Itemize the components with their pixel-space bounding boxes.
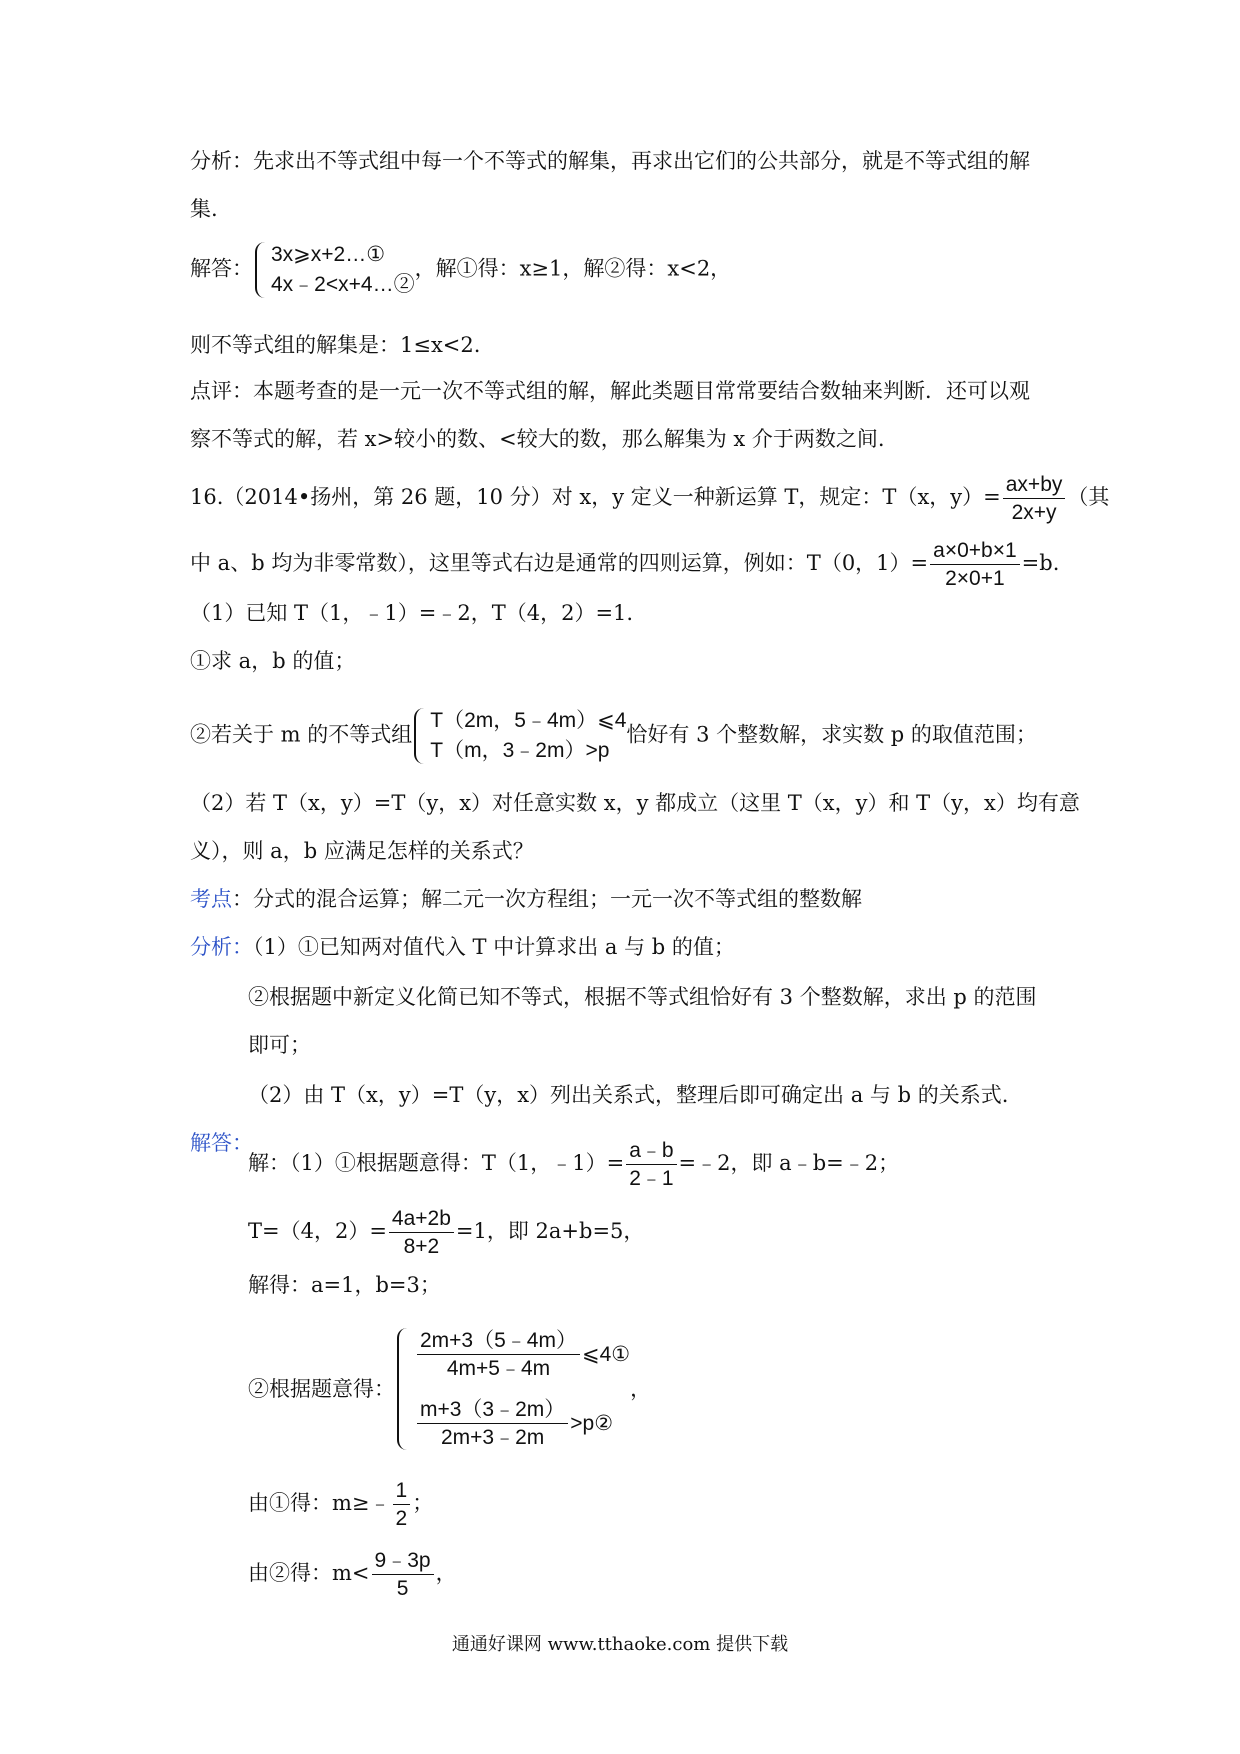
q1b-text-b: 恰好有 3 个整数解，求实数 p 的取值范围； xyxy=(626,722,1037,747)
solution-step-1 xyxy=(248,1140,899,1189)
analysis-line-2: 集. xyxy=(190,197,218,221)
q16-text-d: =b. xyxy=(1021,551,1060,575)
analysis-line-1: 分析：先求出不等式组中每一个不等式的解集，再求出它们的公共部分，就是不等式组的解 xyxy=(190,149,1030,173)
fraction-denominator: 2 xyxy=(395,1507,408,1530)
system-row-2: T（m，3﹣2m）>p xyxy=(430,739,610,762)
step6-text-a: 由②得：m< xyxy=(248,1561,370,1585)
fraction-numerator: ax+by xyxy=(1003,474,1066,499)
jieda-label: 解答： xyxy=(190,1131,253,1155)
sub-question-2-line-1: （2）若 T（x，y）=T（y，x）对任意实数 x，y 都成立（这里 T（x，y）和 T（y，x）均有意 xyxy=(190,791,1080,815)
fraction-numerator: a﹣b xyxy=(626,1140,676,1165)
step6-text-b: ， xyxy=(435,1561,457,1585)
q16-text-a: 16.（2014•扬州，第 26 题，10 分）对 x，y 定义一种新运算 T，规定：T（x，y）= xyxy=(190,485,1001,509)
question-16-line-2 xyxy=(190,540,1059,589)
inequality-system-m xyxy=(412,706,626,766)
q16-text-b: （其 xyxy=(1067,485,1110,509)
row1-fraction: $\frac{2m+3(5﹣4m)}{4m+5﹣4m}$ xyxy=(417,1330,580,1379)
example-fraction xyxy=(930,540,1020,589)
step1-text-a: 解：（1）①根据题意得：T（1，﹣1）= xyxy=(248,1151,625,1175)
step2-fraction xyxy=(389,1208,454,1257)
step4-tail: ， xyxy=(630,1377,652,1401)
fraction-denominator: 5 xyxy=(396,1577,409,1600)
solution-step-5 xyxy=(248,1480,433,1529)
inequality-system xyxy=(253,240,415,300)
sub-question-1: （1）已知 T（1，﹣1）=﹣2，T（4，2）=1. xyxy=(190,601,634,625)
fraction-denominator: 2x+y xyxy=(1011,501,1057,524)
sub-question-1b xyxy=(190,706,1037,766)
kaodian-label: 考点 xyxy=(190,887,232,911)
fenxi-line-2: ②根据题中新定义化简已知不等式，根据不等式组恰好有 3 个整数解，求出 p 的范围 xyxy=(248,985,1037,1009)
definition-fraction xyxy=(1003,474,1066,523)
fraction-denominator: 2×0+1 xyxy=(945,567,1005,590)
q1b-text-a: ②若关于 m 的不等式组 xyxy=(190,722,413,747)
step2-text-b: =1，即 2a+b=5， xyxy=(455,1219,645,1243)
answer-line xyxy=(190,240,731,300)
system-row-2: $\frac{m+3(3﹣2m)}{2m+3﹣2m}$ >p② xyxy=(415,1393,630,1452)
comment-line-2: 察不等式的解，若 x>较小的数、<较大的数，那么解集为 x 介于两数之间. xyxy=(190,427,885,451)
sub-question-1a: ①求 a，b 的值； xyxy=(190,649,356,673)
solution-step-3: 解得：a=1，b=3； xyxy=(248,1273,441,1297)
step1-fraction xyxy=(626,1140,676,1189)
solution-step-2 xyxy=(248,1208,644,1257)
system-row-1: 3x⩾x+2…① xyxy=(271,243,386,266)
question-16-line-1 xyxy=(190,474,1109,523)
row2-fraction: $\frac{m+3(3﹣2m)}{2m+3﹣2m}$ xyxy=(417,1399,568,1448)
fraction-numerator: a×0+b×1 xyxy=(930,540,1020,565)
fraction-numerator: 9﹣3p xyxy=(372,1550,434,1575)
system-row-1: $\frac{2m+3(5﹣4m)}{4m+5﹣4m}$ ⩽4① xyxy=(415,1326,630,1393)
step1-text-b: =﹣2，即 a﹣b=﹣2； xyxy=(678,1151,900,1175)
fenxi-line-3: 即可； xyxy=(248,1033,311,1057)
system-row-2: 4x﹣2<x+4…② xyxy=(271,273,415,296)
step2-text-a: T=（4，2）= xyxy=(248,1219,387,1243)
fraction-numerator: 4a+2b xyxy=(389,1208,454,1233)
step4-text-a: ②根据题意得： xyxy=(248,1377,395,1401)
fraction-denominator: 8+2 xyxy=(403,1235,440,1258)
fenxi-line-1 xyxy=(190,932,735,962)
answer-rest: ，解①得：x≥1，解②得：x<2， xyxy=(414,256,732,281)
fenxi-text-1: （1）①已知两对值代入 T 中计算求出 a 与 b 的值； xyxy=(253,935,735,959)
page-footer: 通通好课网 www.tthaoke.com 提供下载 xyxy=(451,1634,789,1655)
kaodian-line xyxy=(190,884,862,914)
step5-text-a: 由①得：m≥﹣ xyxy=(248,1491,391,1515)
system-row-1: T（2m，5﹣4m）⩽4 xyxy=(430,709,627,732)
step5-fraction xyxy=(393,1480,411,1529)
sub-question-2-line-2: 义），则 a，b 应满足怎样的关系式？ xyxy=(190,839,534,863)
fenxi-label: 分析： xyxy=(190,935,253,959)
fraction-inequality-system xyxy=(395,1326,630,1452)
fenxi-line-4: （2）由 T（x，y）=T（y，x）列出关系式，整理后即可确定出 a 与 b 的关系式. xyxy=(248,1083,1009,1107)
q16-text-c: 中 a、b 均为非零常数），这里等式右边是通常的四则运算，例如：T（0，1）= xyxy=(190,551,929,575)
left-brace xyxy=(255,242,269,298)
fraction-denominator: 2﹣1 xyxy=(629,1167,674,1190)
kaodian-text: ：分式的混合运算；解二元一次方程组；一元一次不等式组的整数解 xyxy=(232,887,862,911)
answer-label: 解答： xyxy=(190,256,253,281)
step6-fraction xyxy=(372,1550,434,1599)
fraction-numerator: 1 xyxy=(393,1480,411,1505)
left-brace xyxy=(397,1328,411,1450)
comment-line-1: 点评：本题考查的是一元一次不等式组的解，解此类题目常常要结合数轴来判断．还可以观 xyxy=(190,379,1030,403)
solution-set-line: 则不等式组的解集是：1≤x<2. xyxy=(190,333,481,357)
solution-step-6 xyxy=(248,1550,457,1599)
step5-text-b: ； xyxy=(412,1491,434,1515)
solution-step-4 xyxy=(248,1326,651,1452)
left-brace xyxy=(414,708,428,764)
